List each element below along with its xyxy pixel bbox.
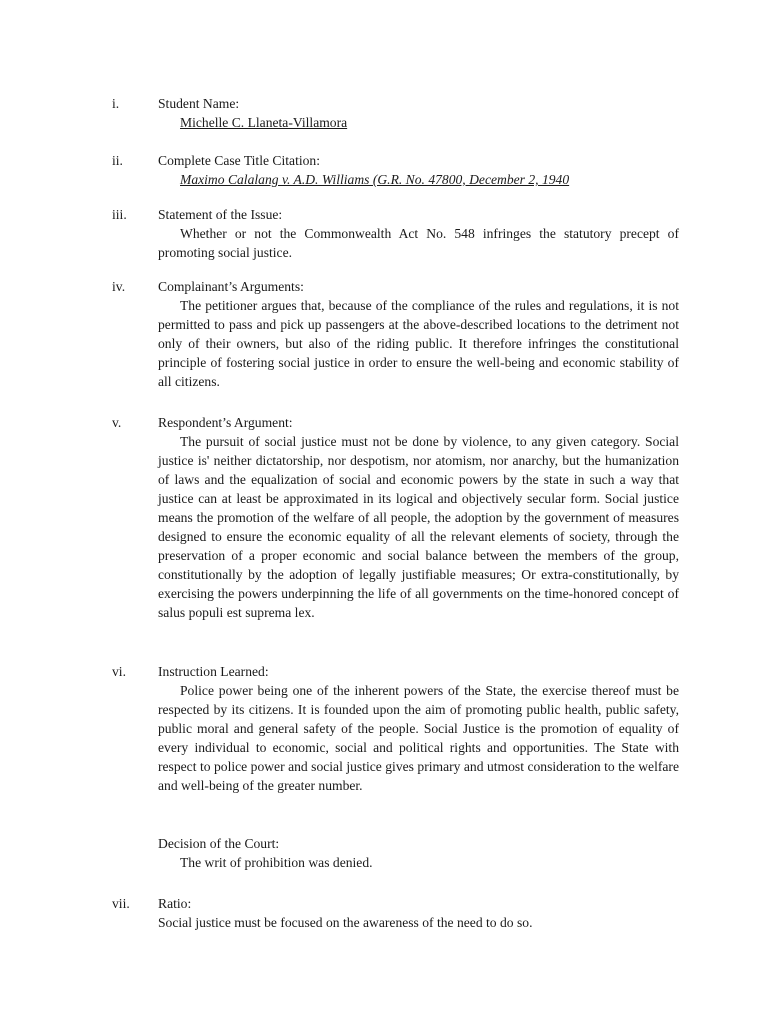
section-numeral: iii. — [112, 207, 127, 222]
complainant-body: The petitioner argues that, because of the compliance of the rules and regulations, it is not permitted to pass and pick up passengers at the above-described locations to the detriment not only of their owners, but also of the riding public. It therefore infringes the constitutional principle of fostering social justice in order to ensure the well-being and economic stability of all citizens. — [158, 298, 679, 389]
section-heading: Ratio: — [158, 896, 192, 911]
section-numeral: ii. — [112, 153, 123, 168]
section-heading: Statement of the Issue: — [158, 207, 283, 222]
section-heading: Complainant’s Arguments: — [158, 279, 304, 294]
section-heading: Complete Case Title Citation: — [158, 153, 320, 168]
section-numeral: iv. — [112, 279, 126, 294]
case-citation-value: Maximo Calalang v. A.D. Williams (G.R. No. 47800, December 2, 1940 — [180, 172, 570, 187]
respondent-body: The pursuit of social justice must not be done by violence, to any given category. Social justice is' neither dictatorship, nor despotism, nor atomism, nor anarchy, but the humanization of laws and the equalization of social and economic powers by the state in such a way that justice can at least be approximated in its logical and objectively secular form. Social justice means the promotion of the welfare of all people, the adoption by the government of measures designed to ensure the economic equality of all the relevant elements of society, through the preservation of a proper economic and social balance between the members of the group, constitutionally by the adoption of legally justifiable measures; Or extra-constitutionally, by exercising the powers underpinning the life of all governments on the time-honored concept of salus populi est suprema lex. — [158, 434, 679, 620]
section-numeral: vi. — [112, 664, 126, 679]
section-numeral: v. — [112, 415, 122, 430]
section-numeral: vii. — [112, 896, 130, 911]
instruction-body: Police power being one of the inherent powers of the State, the exercise thereof must be respected by its citizens. It is founded upon the aim of promoting public health, public safety, public moral and general safety of the people. Social Justice is the promotion of equality of every individual to economic, social and political rights and opportunities. The State with respect to police power and social justice gives primary and utmost consideration to the welfare and well-being of the greater number. — [158, 683, 679, 793]
decision-heading: Decision of the Court: — [158, 836, 280, 851]
student-name-value: Michelle C. Llaneta-Villamora — [180, 115, 348, 130]
decision-body: The writ of prohibition was denied. — [180, 855, 373, 870]
section-heading: Respondent’s Argument: — [158, 415, 293, 430]
issue-body: Whether or not the Commonwealth Act No. 548 infringes the statutory precept of promoting social justice. — [158, 226, 679, 260]
section-numeral: i. — [112, 96, 120, 111]
section-heading: Student Name: — [158, 96, 240, 111]
section-heading: Instruction Learned: — [158, 664, 269, 679]
ratio-body: Social justice must be focused on the awareness of the need to do so. — [158, 915, 533, 930]
